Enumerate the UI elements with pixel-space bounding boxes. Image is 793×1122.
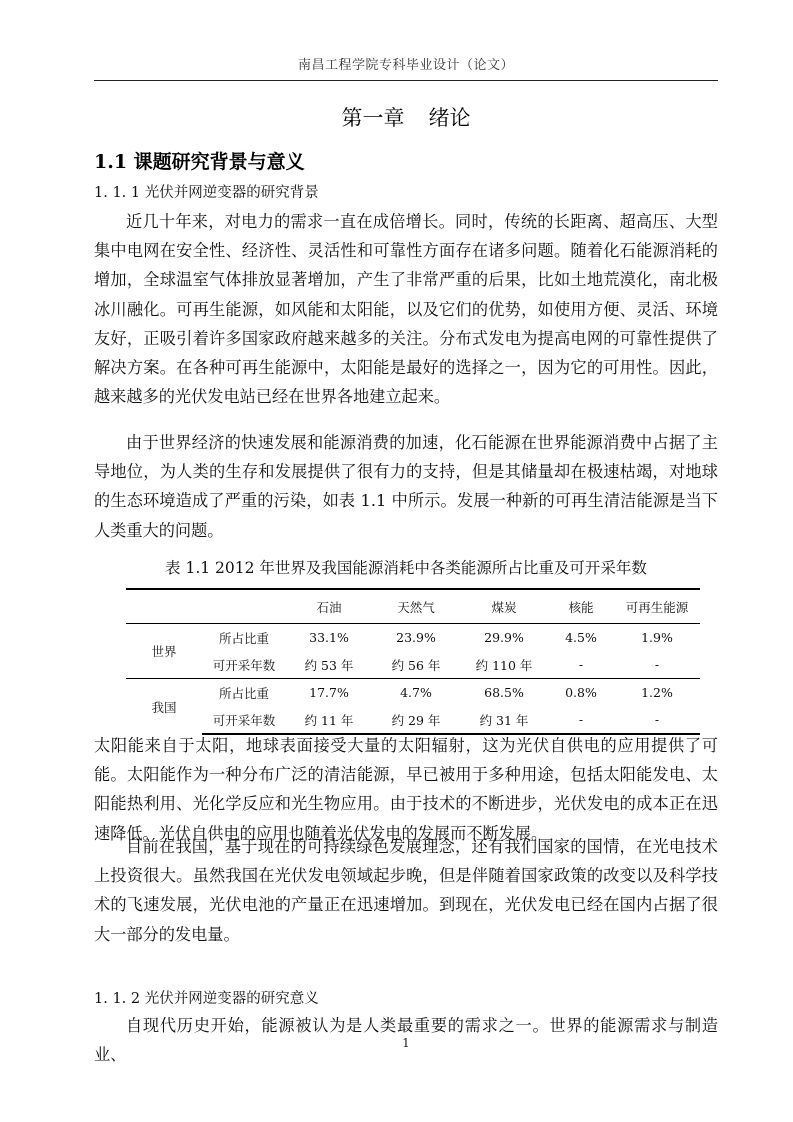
subsection-heading: 1. 1. 2 光伏并网逆变器的研究意义 bbox=[94, 991, 319, 1007]
row-label: 可开采年数 bbox=[202, 706, 286, 734]
row-label: 所占比重 bbox=[202, 679, 286, 707]
table-cell: 29.9% bbox=[484, 630, 524, 645]
page-number: 1 bbox=[402, 1036, 410, 1050]
table-cell: - bbox=[614, 706, 700, 734]
table-cell: 68.5% bbox=[460, 679, 548, 707]
body-paragraph: 近几十年来，对电力的需求一直在成倍增长。同时，传统的长距离、超高压、大型集中电网在安全性、经济性、灵活性和可靠性方面存在诸多问题。随着化石能源消耗的增加，全球温室气体排放显著增加，产生了非常严重的后果，比如土地荒漠化，南北极冰川融化。可再生能源，如风能和太阳能，以及它们的优势，如使用方便、灵活、环境友好，正吸引着许多国家政府越来越多的关注。分布式发电为提高电网的可靠性提供了解决方案。在各种可再生能源中，太阳能是最好的选择之一，因为它的可用性。因此，越来越多的光伏发电站已经在世界各地建立起来。 bbox=[94, 212, 718, 407]
table-row bbox=[126, 706, 700, 734]
table-cell: 33.1% bbox=[309, 630, 349, 645]
energy-table bbox=[126, 588, 700, 735]
chapter-name: 绪论 bbox=[428, 106, 471, 130]
chapter-number: 第一章 bbox=[341, 106, 405, 130]
table-cell: - bbox=[578, 657, 584, 672]
body-paragraph: 由于世界经济的快速发展和能源消费的加速，化石能源在世界能源消费中占据了主导地位，为人类的生存和发展提供了很有力的支持，但是其储量却在极速枯竭，对地球的生态环境造成了严重的污染，如表 1.1 中所示。发展一种新的可再生清洁能源是当下人类重大的问题。 bbox=[94, 433, 718, 540]
table-cell: 0.8% bbox=[548, 679, 614, 707]
body-paragraph: 目前在我国，基于现在的可持续绿色发展理念，还有我们国家的国情，在光电技术上投资很大。虽然我国在光伏发电领域起步晚，但是伴随着国家政策的改变以及科学技术的飞速发展，光伏电池的产量正在迅速增加。到现在，光伏发电已经在国内占据了很大一部分的发电量。 bbox=[94, 837, 718, 944]
region-label: 世界 bbox=[151, 644, 177, 659]
header-divider bbox=[94, 80, 718, 81]
table-cell: 4.7% bbox=[372, 679, 460, 707]
table-cell: 约 110 年 bbox=[475, 657, 533, 673]
running-header: 南昌工程学院专科毕业设计（论文） bbox=[297, 58, 514, 73]
table-cell: 约 53 年 bbox=[304, 657, 354, 673]
column-header: 可再生能源 bbox=[614, 589, 700, 624]
table-cell: 约 11 年 bbox=[286, 706, 372, 734]
table-cell: 1.9% bbox=[641, 630, 673, 645]
chapter-title bbox=[94, 102, 718, 132]
table-cell: 约 56 年 bbox=[391, 657, 441, 673]
table-cell: 23.9% bbox=[396, 630, 436, 645]
body-paragraph: 太阳能来自于太阳，地球表面接受大量的太阳辐射，这为光伏自供电的应用提供了可能。太阳能作为一种分布广泛的清洁能源，早已被用于多种用途，包括太阳能发电、太阳能热利用、光化学反应和光生物应用。由于技术的不断进步，光伏发电的成本正在迅速降低。光伏自供电的应用也随着光伏发电的发展而不断发展。 bbox=[94, 736, 718, 843]
table-cell: 1.2% bbox=[614, 679, 700, 707]
table-cell: 17.7% bbox=[286, 679, 372, 707]
row-label: 所占比重 bbox=[218, 630, 269, 646]
table-row bbox=[126, 624, 700, 652]
column-header: 煤炭 bbox=[460, 589, 548, 624]
table-row bbox=[126, 651, 700, 679]
body-paragraph: 自现代历史开始，能源被认为是人类最重要的需求之一。世界的能源需求与制造业、 bbox=[94, 1016, 718, 1065]
column-header: 天然气 bbox=[372, 589, 460, 624]
column-header: 核能 bbox=[548, 589, 614, 624]
table-header-row bbox=[126, 589, 700, 624]
table-cell: 约 31 年 bbox=[460, 706, 548, 734]
section-heading: 1.1 课题研究背景与意义 bbox=[94, 151, 305, 173]
table-caption: 表 1.1 2012 年世界及我国能源消耗中各类能源所占比重及可开采年数 bbox=[165, 559, 647, 577]
table-cell: 4.5% bbox=[565, 630, 597, 645]
table-cell: - bbox=[548, 706, 614, 734]
table-row bbox=[126, 679, 700, 707]
table-cell: - bbox=[654, 657, 660, 672]
table-cell: 约 29 年 bbox=[372, 706, 460, 734]
row-label: 可开采年数 bbox=[212, 657, 276, 673]
region-label: 我国 bbox=[126, 679, 202, 735]
subsection-heading: 1. 1. 1 光伏并网逆变器的研究背景 bbox=[94, 185, 319, 201]
column-header: 石油 bbox=[286, 589, 372, 624]
